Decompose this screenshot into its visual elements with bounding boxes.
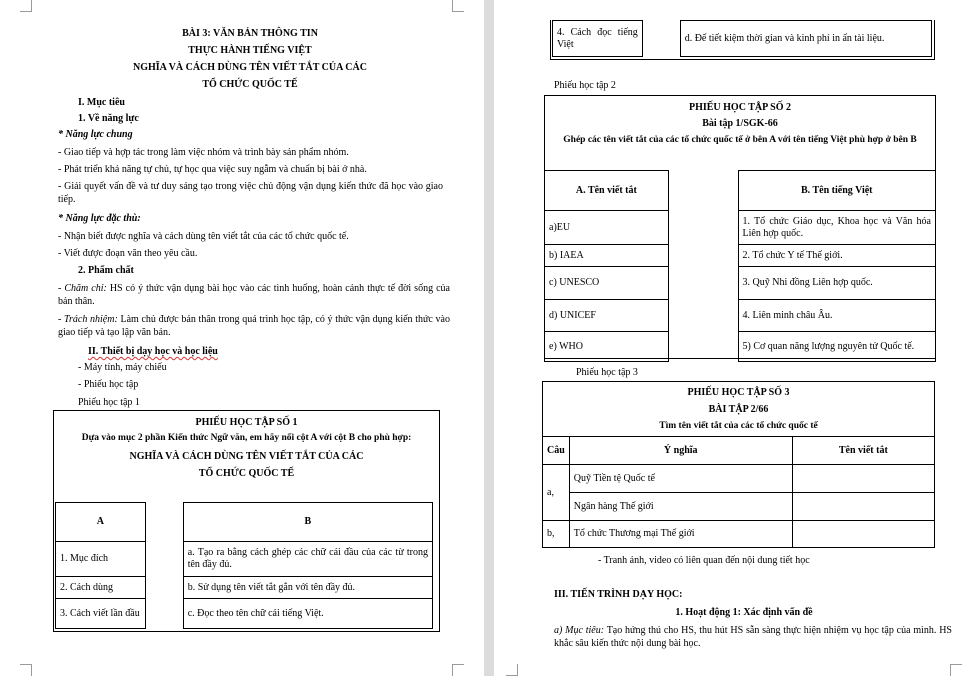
- title-line: BÀI 3: VĂN BẢN THÔNG TIN: [182, 28, 318, 39]
- table-cell: 2. Cách dùng: [56, 577, 146, 599]
- worksheet-instruction: Ghép các tên viết tắt của các tổ chức quốc tế ở bên A với tên tiếng Việt phù hợp ở bên B: [563, 135, 917, 145]
- table-cell: 1. Mục đích: [56, 542, 146, 577]
- worksheet-title: PHIẾU HỌC TẬP SỐ 3: [687, 387, 790, 398]
- table-cell: 2. Tổ chức Y tế Thế giới.: [738, 245, 935, 267]
- column-header: Câu: [543, 437, 570, 465]
- column-header: Tên viết tắt: [792, 437, 934, 465]
- column-header: A. Tên viết tắt: [545, 171, 669, 211]
- table-cell: c. Đọc theo tên chữ cái tiếng Việt.: [183, 599, 432, 629]
- worksheet-subtitle: BÀI TẬP 2/66: [708, 404, 769, 415]
- subsection-heading: 2. Phẩm chất: [78, 265, 134, 276]
- worksheet-instruction: Dựa vào mục 2 phần Kiến thức Ngữ văn, em hãy nối cột A với cột B cho phù hợp:: [81, 433, 412, 443]
- table-cell: d) UNICEF: [545, 300, 669, 332]
- answer-cell[interactable]: [792, 493, 934, 521]
- table-cell: b,: [543, 521, 570, 548]
- table-cell: Ngân hàng Thế giới: [569, 493, 792, 521]
- title-line: TỔ CHỨC QUỐC TẾ: [202, 79, 298, 90]
- table-cell: d. Để tiết kiệm thời gian và kinh phí in ấn tài liệu.: [680, 21, 931, 57]
- page-corner-mark: [506, 664, 518, 676]
- gap-cell: [668, 267, 738, 300]
- worksheet-title: PHIẾU HỌC TẬP SỐ 2: [688, 102, 792, 113]
- worksheet-1-frame-end: [550, 20, 935, 60]
- document-page-right: [494, 0, 978, 676]
- paragraph: - Chăm chỉ: HS có ý thức vận dụng bài học vào các tình huống, hoàn cảnh thực tế đời sống của bản thân.: [58, 283, 450, 307]
- table-cell: 1. Tổ chức Giáo dục, Khoa học và Văn hóa Liên hợp quốc.: [738, 211, 935, 245]
- list-item: - Giao tiếp và hợp tác trong làm việc nhóm và trình bày sản phẩm nhóm.: [58, 147, 349, 158]
- gap-cell: [145, 577, 183, 599]
- table-cell: a. Tạo ra bằng cách ghép các chữ cái đầu của các từ trong tên đầy đủ.: [183, 542, 432, 577]
- list-item: - Giải quyết vấn đề và tư duy sáng tạo trong việc chủ động vận dụng kiến thức đã học vào giao tiếp.: [58, 181, 443, 205]
- subsection-label: * Năng lực đặc thù:: [58, 213, 141, 224]
- gap-cell: [668, 171, 738, 211]
- worksheet-1-table: [55, 502, 433, 629]
- table-cell: 5) Cơ quan năng lượng nguyên tử Quốc tế.: [738, 332, 935, 362]
- section-heading: III. TIẾN TRÌNH DẠY HỌC:: [554, 589, 683, 600]
- title-line: THỰC HÀNH TIẾNG VIỆT: [188, 45, 312, 56]
- worksheet-instruction: Tìm tên viết tắt của các tổ chức quốc tế: [659, 421, 818, 431]
- worksheet-subtitle: Bài tập 1/SGK-66: [702, 118, 778, 129]
- table-cell: 4. Liên minh châu Âu.: [738, 300, 935, 332]
- table-cell: 3. Cách viết lần đầu: [56, 599, 146, 629]
- table-cell: a,: [543, 465, 570, 521]
- table-cell: b. Sử dụng tên viết tắt gắn với tên đầy đủ.: [183, 577, 432, 599]
- worksheet-subtitle: NGHĨA VÀ CÁCH DÙNG TÊN VIẾT TẮT CỦA CÁC: [129, 451, 364, 462]
- activity-heading: 1. Hoạt động 1: Xác định vấn đề: [675, 607, 813, 618]
- caption: Phiếu học tập 3: [576, 367, 638, 378]
- list-item: - Viết được đoạn văn theo yêu cầu.: [58, 248, 198, 259]
- page-corner-mark: [20, 0, 32, 12]
- gap-cell: [668, 332, 738, 362]
- title-line: NGHĨA VÀ CÁCH DÙNG TÊN VIẾT TẮT CỦA CÁC: [133, 62, 367, 73]
- section-heading: I. Mục tiêu: [78, 97, 125, 108]
- list-item: - Máy tính, máy chiếu: [78, 362, 167, 373]
- page-corner-mark: [452, 664, 464, 676]
- worksheet-subtitle: TỔ CHỨC QUỐC TẾ: [198, 468, 295, 479]
- table-cell: 3. Quỹ Nhi đồng Liên hợp quốc.: [738, 267, 935, 300]
- column-header: Ý nghĩa: [569, 437, 792, 465]
- page-corner-mark: [20, 664, 32, 676]
- list-item: - Phiếu học tập: [78, 379, 139, 390]
- table-cell: a)EU: [545, 211, 669, 245]
- page-corner-mark: [950, 664, 962, 676]
- subsection-heading: 1. Về năng lực: [78, 113, 139, 124]
- gap-cell: [668, 300, 738, 332]
- page-gap: [484, 0, 494, 676]
- table-cell: Quỹ Tiền tệ Quốc tế: [569, 465, 792, 493]
- caption: Phiếu học tập 2: [554, 80, 616, 91]
- gap-cell: [668, 211, 738, 245]
- gap-cell: [145, 599, 183, 629]
- column-header: B. Tên tiếng Việt: [738, 171, 935, 211]
- column-header: B: [183, 503, 432, 542]
- list-item: - Phát triển khả năng tự chủ, tự học qua việc suy ngẫm và chuẩn bị bài ở nhà.: [58, 164, 367, 175]
- list-item: - Tranh ảnh, video có liên quan đến nội dung tiết học: [598, 555, 810, 566]
- gap-cell: [145, 503, 183, 542]
- worksheet-title: PHIẾU HỌC TẬP SỐ 1: [195, 417, 298, 428]
- table-cell: c) UNESCO: [545, 267, 669, 300]
- document-page-left: [0, 0, 484, 676]
- gap-cell: [668, 245, 738, 267]
- gap-cell: [145, 542, 183, 577]
- column-header: A: [56, 503, 146, 542]
- answer-cell[interactable]: [792, 465, 934, 493]
- worksheet-2-table: [544, 170, 936, 362]
- answer-cell[interactable]: [792, 521, 934, 548]
- table-cell: Tổ chức Thương mại Thế giới: [569, 521, 792, 548]
- list-item: - Nhận biết được nghĩa và cách dùng tên viết tắt của các tổ chức quốc tế.: [58, 231, 349, 242]
- paragraph: - Trách nhiệm: Làm chủ được bản thân trong quá trình học tập, có ý thức vận dụng kiến thức vào giao tiếp và tạo lập văn bản.: [58, 314, 450, 338]
- section-heading: II. Thiết bị dạy học và học liệu: [88, 346, 218, 357]
- table-cell: e) WHO: [545, 332, 669, 362]
- page-corner-mark: [452, 0, 464, 12]
- paragraph: a) Mục tiêu: Tạo hứng thú cho HS, thu hút HS sẵn sàng thực hiện nhiệm vụ học tập của mình. HS khắc sâu kiến thức nội dung bài học.: [554, 625, 952, 649]
- subsection-label: * Năng lực chung: [58, 129, 133, 140]
- caption: Phiếu học tập 1: [78, 397, 140, 408]
- table-cell: 4. Cách đọc tiếng Việt: [553, 21, 643, 57]
- worksheet-3-table: [542, 436, 935, 548]
- table-cell: b) IAEA: [545, 245, 669, 267]
